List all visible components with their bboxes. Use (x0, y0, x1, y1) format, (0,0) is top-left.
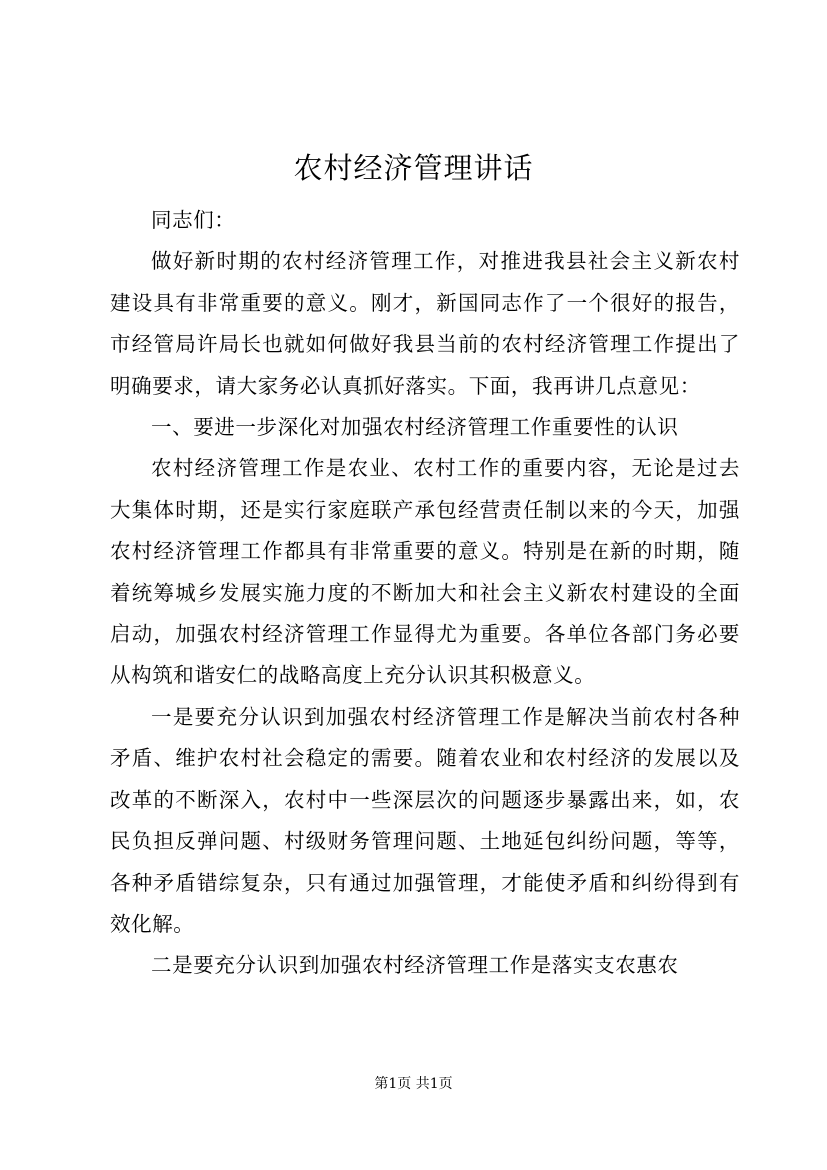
document-title: 农村经济管理讲话 (293, 151, 534, 185)
paragraph-intro: 做好新时期的农村经济管理工作，对推进我县社会主义新农村建设具有非常重要的意义。刚才，新国同志作了一个很好的报告，市经管局许局长也就如何做好我县当前的农村经济管理工作提出了明确要求，请大家务必认真抓好落实。下面，我再讲几点意见： (110, 249, 740, 398)
document-body (110, 200, 740, 987)
page-footer: 第1页 共1页 (374, 1076, 453, 1092)
paragraph-importance: 农村经济管理工作是农业、农村工作的重要内容，无论是过去大集体时期，还是实行家庭联产承包经营责任制以来的今天，加强农村经济管理工作都具有非常重要的意义。特别是在新的时期，随着统筹城乡发展实施力度的不断加大和社会主义新农村建设的全面启动，加强农村经济管理工作显得尤为重要。各单位各部门务必要从构筑和谐安仁的战略高度上充分认识其积极意义。 (110, 456, 740, 688)
paragraph-point-2: 二是要充分认识到加强农村经济管理工作是落实支农惠农 (151, 953, 679, 978)
section-heading-1: 一、要进一步深化对加强农村经济管理工作重要性的认识 (151, 415, 679, 440)
greeting: 同志们： (151, 208, 236, 232)
paragraph-point-1: 一是要充分认识到加强农村经济管理工作是解决当前农村各种矛盾、维护农村社会稳定的需要。随着农业和农村经济的发展以及改革的不断深入，农村中一些深层次的问题逐步暴露出来，如，农民负担反弹问题、村级财务管理问题、土地延包纠纷问题，等等，各种矛盾错综复杂，只有通过加强管理，才能使矛盾和纠纷得到有效化解。 (110, 704, 740, 936)
